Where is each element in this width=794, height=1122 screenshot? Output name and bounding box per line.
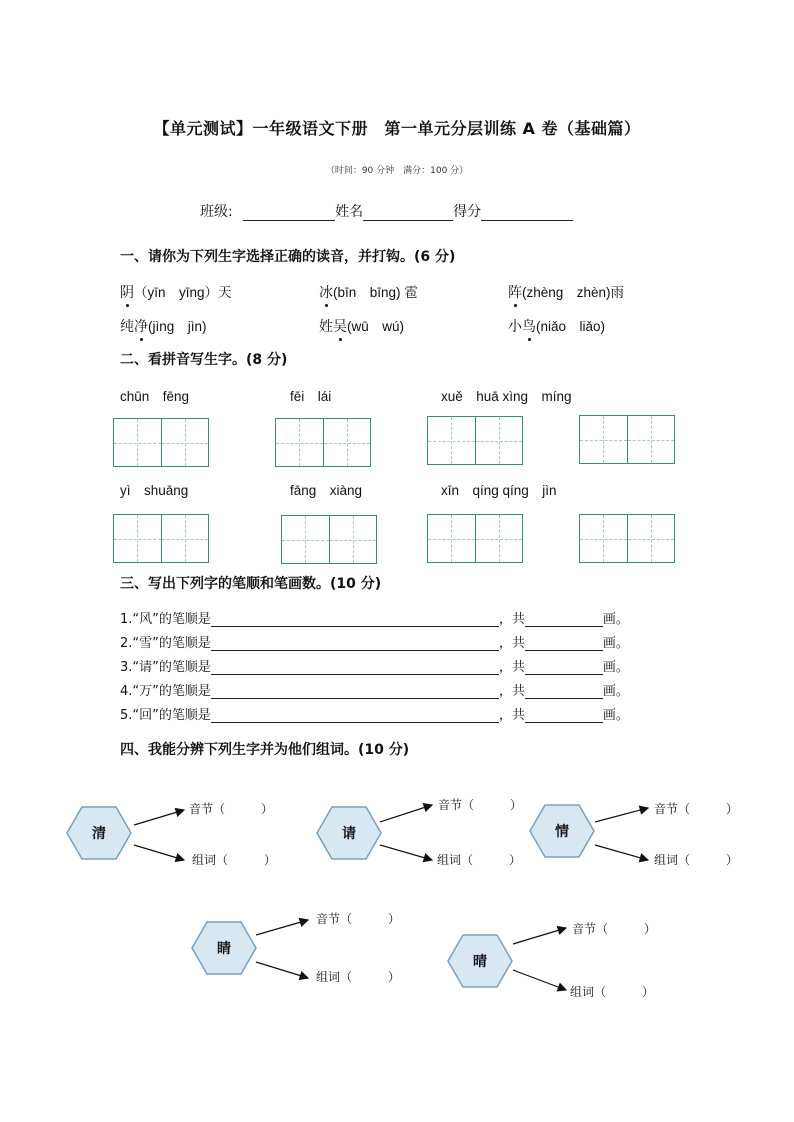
pinyin-choice-item[interactable]: 冰(bīn bīng) 雹 — [319, 281, 418, 302]
pinyin-prompt: xuě huā xìng míng — [441, 389, 572, 404]
stroke-order-row: 3.“请”的笔顺是 ，共 画。 — [120, 660, 629, 675]
dotted-char: 阴 — [120, 282, 134, 302]
pinyin-prompt: chūn fēng — [120, 389, 190, 404]
section1-heading: 一、请你为下列生字选择正确的读音，并打钩。(6 分) — [120, 249, 456, 265]
section4-heading: 四、我能分辨下列生字并为他们组词。(10 分) — [120, 742, 410, 758]
sound-answer[interactable]: 音节（ ） — [572, 922, 657, 936]
arrow-line — [134, 810, 184, 825]
pinyin-prompt: fēi lái — [290, 389, 332, 404]
sound-answer[interactable]: 音节（ ） — [189, 802, 274, 816]
section3-heading: 三、写出下列字的笔顺和笔画数。(10 分) — [120, 576, 382, 592]
word-answer[interactable]: 组词（ ） — [437, 853, 522, 867]
char-hexagon: 晴 — [447, 934, 513, 988]
section2-heading: 二、看拼音写生字。(8 分) — [120, 352, 288, 368]
arrow-line — [256, 920, 308, 935]
pinyin-choice-item[interactable]: 姓吴(wū wú) — [319, 315, 404, 336]
page-title: 【单元测试】一年级语文下册 第一单元分层训练 A 卷（基础篇） — [153, 119, 641, 138]
pinyin-choice-item[interactable]: 阵(zhèng zhèn)雨 — [508, 281, 624, 302]
arrow-line — [380, 805, 432, 822]
word-answer[interactable]: 组词（ ） — [570, 985, 655, 999]
pinyin-choice-item[interactable]: 纯净(jìng jìn) — [120, 315, 207, 336]
arrow-line — [595, 845, 648, 860]
arrow-line — [513, 928, 566, 944]
word-answer[interactable]: 组词（ ） — [316, 970, 401, 984]
char-hexagon: 睛 — [191, 921, 257, 975]
exam-info: （时间：90 分钟 满分：100 分） — [325, 166, 469, 176]
arrow-line — [595, 808, 648, 822]
pinyin-prompt: xīn qíng qíng jìn — [441, 483, 557, 498]
sound-answer[interactable]: 音节（ ） — [316, 912, 401, 926]
stroke-order-row: 4.“万”的笔顺是 ，共 画。 — [120, 684, 629, 699]
dotted-char: 净 — [134, 316, 148, 336]
arrow-line — [380, 845, 432, 860]
char-hexagon: 情 — [529, 804, 595, 858]
stroke-order-row: 2.“雪”的笔顺是 ，共 画。 — [120, 636, 629, 651]
sound-answer[interactable]: 音节（ ） — [438, 798, 523, 812]
dotted-char: 阵 — [508, 282, 522, 302]
name-label: 姓名 — [335, 204, 364, 220]
dotted-char: 鸟 — [522, 316, 536, 336]
dotted-char: 冰 — [319, 282, 333, 302]
score-label: 得分 — [453, 204, 482, 220]
word-answer[interactable]: 组词（ ） — [192, 853, 277, 867]
word-answer[interactable]: 组词（ ） — [654, 853, 739, 867]
char-hexagon: 清 — [66, 806, 132, 860]
arrow-line — [256, 962, 308, 978]
class-label: 班级: — [200, 204, 233, 220]
arrow-line — [513, 970, 566, 990]
dotted-char: 吴 — [333, 316, 347, 336]
pinyin-prompt: yì shuāng — [120, 483, 189, 498]
arrow-line — [134, 845, 184, 860]
stroke-order-row: 1.“风”的笔顺是 ，共 画。 — [120, 612, 629, 627]
char-hexagon: 请 — [316, 806, 382, 860]
pinyin-choice-item[interactable]: 小鸟(niǎo liǎo) — [508, 315, 605, 336]
pinyin-prompt: fāng xiàng — [290, 483, 363, 498]
stroke-order-row: 5.“回”的笔顺是 ，共 画。 — [120, 708, 629, 723]
pinyin-choice-item[interactable]: 阴（yīn yīng）天 — [120, 281, 232, 302]
sound-answer[interactable]: 音节（ ） — [654, 802, 739, 816]
